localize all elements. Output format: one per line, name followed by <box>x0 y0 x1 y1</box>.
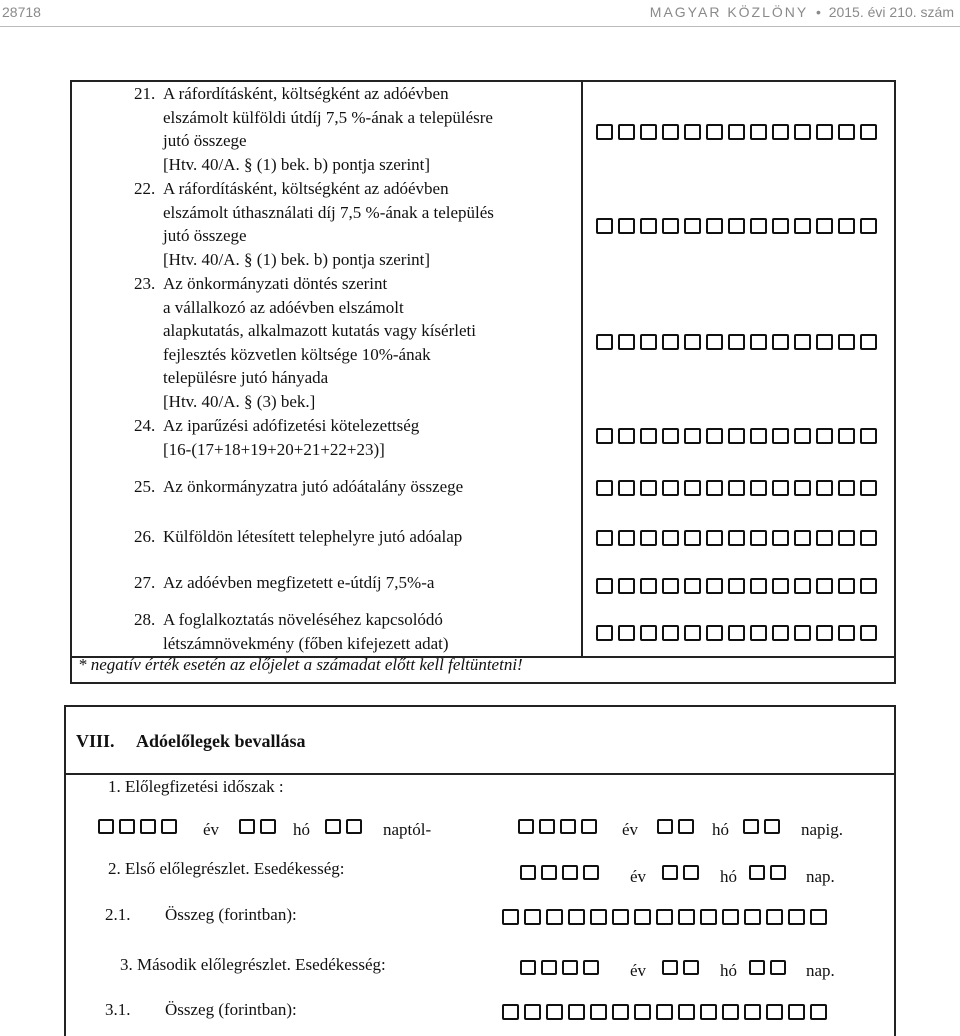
char-input-box[interactable] <box>816 124 833 140</box>
publication-info <box>650 4 954 20</box>
char-input-box[interactable] <box>728 124 745 140</box>
row-26: 26. Külföldön létesített telephelyre jutó adóalap <box>134 525 462 549</box>
first-month-label: hó <box>720 867 737 886</box>
char-input-box[interactable] <box>772 530 789 546</box>
char-input-box[interactable] <box>346 819 362 834</box>
char-input-box[interactable] <box>568 909 585 925</box>
char-input-box[interactable] <box>161 819 177 834</box>
char-input-box[interactable] <box>750 578 767 594</box>
char-input-box[interactable] <box>810 909 827 925</box>
char-input-box[interactable] <box>684 218 701 234</box>
char-input-box[interactable] <box>749 865 765 880</box>
issue-number: 2015. évi 210. szám <box>828 4 954 20</box>
char-input-box[interactable] <box>728 428 745 444</box>
char-input-box[interactable] <box>794 480 811 496</box>
char-input-box[interactable] <box>860 625 877 641</box>
char-input-box[interactable] <box>662 428 679 444</box>
first-installment-label: 2. Első előlegrészlet. Esedékesség: <box>108 859 345 878</box>
char-input-box[interactable] <box>583 865 599 880</box>
char-input-box[interactable] <box>744 1004 761 1020</box>
char-input-box[interactable] <box>816 334 833 350</box>
char-input-box[interactable] <box>750 124 767 140</box>
char-input-box[interactable] <box>684 428 701 444</box>
char-input-box[interactable] <box>618 428 635 444</box>
row-27-input-boxes[interactable] <box>596 578 882 594</box>
row-25-text: Az önkormányzatra jutó adóátalány összege <box>163 477 464 496</box>
char-input-box[interactable] <box>678 819 694 834</box>
char-input-box[interactable] <box>794 625 811 641</box>
char-input-box[interactable] <box>596 124 613 140</box>
publication-title: MAGYAR KÖZLÖNY <box>649 4 809 20</box>
second-amount-boxes[interactable] <box>502 1004 832 1020</box>
char-input-box[interactable] <box>596 578 613 594</box>
char-input-box[interactable] <box>860 428 877 444</box>
char-input-box[interactable] <box>260 819 276 834</box>
row-21-input-boxes[interactable] <box>596 124 882 140</box>
char-input-box[interactable] <box>640 480 657 496</box>
char-input-box[interactable] <box>583 960 599 975</box>
char-input-box[interactable] <box>772 428 789 444</box>
period-to-day-boxes[interactable] <box>743 819 785 834</box>
char-input-box[interactable] <box>98 819 114 834</box>
first-amount-boxes[interactable] <box>502 909 832 925</box>
char-input-box[interactable] <box>728 625 745 641</box>
char-input-box[interactable] <box>640 428 657 444</box>
char-input-box[interactable] <box>634 909 651 925</box>
char-input-box[interactable] <box>706 530 723 546</box>
period-to-month-boxes[interactable] <box>657 819 699 834</box>
char-input-box[interactable] <box>546 1004 563 1020</box>
char-input-box[interactable] <box>590 1004 607 1020</box>
char-input-box[interactable] <box>662 960 678 975</box>
period-from-month-label: hó <box>293 820 310 839</box>
row-22-input-boxes[interactable] <box>596 218 882 234</box>
char-input-box[interactable] <box>590 909 607 925</box>
row-24-input-boxes[interactable] <box>596 428 882 444</box>
char-input-box[interactable] <box>596 218 613 234</box>
period-to-year-label: év <box>622 820 639 839</box>
char-input-box[interactable] <box>119 819 135 834</box>
char-input-box[interactable] <box>772 625 789 641</box>
char-input-box[interactable] <box>706 218 723 234</box>
row-25: 25. Az önkormányzatra jutó adóátalány összege <box>134 475 463 499</box>
char-input-box[interactable] <box>772 124 789 140</box>
second-year-boxes[interactable] <box>520 960 604 975</box>
period-from-day-boxes[interactable] <box>325 819 367 834</box>
row-26-text: Külföldön létesített telephelyre jutó adóalap <box>163 527 463 546</box>
period-from-year-label: év <box>203 820 220 839</box>
char-input-box[interactable] <box>581 819 597 834</box>
char-input-box[interactable] <box>640 578 657 594</box>
row-25-input-boxes[interactable] <box>596 480 882 496</box>
char-input-box[interactable] <box>838 218 855 234</box>
char-input-box[interactable] <box>618 124 635 140</box>
char-input-box[interactable] <box>794 124 811 140</box>
row-27: 27. Az adóévben megfizetett e-útdíj 7,5%-a <box>134 571 434 595</box>
first-amount-number: 2.1. <box>105 905 131 924</box>
row-26-input-boxes[interactable] <box>596 530 882 546</box>
page-number: 28718 <box>2 4 41 20</box>
row-28: 28. A foglalkoztatás növeléséhez kapcsolódó létszámnövekmény (főben kifejezett adat) <box>134 608 449 655</box>
char-input-box[interactable] <box>596 625 613 641</box>
char-input-box[interactable] <box>618 625 635 641</box>
char-input-box[interactable] <box>700 1004 717 1020</box>
second-amount-label: Összeg (forintban): <box>165 1000 297 1019</box>
second-amount-number: 3.1. <box>105 1000 131 1019</box>
char-input-box[interactable] <box>700 909 717 925</box>
char-input-box[interactable] <box>838 124 855 140</box>
char-input-box[interactable] <box>520 960 536 975</box>
char-input-box[interactable] <box>770 865 786 880</box>
char-input-box[interactable] <box>662 218 679 234</box>
char-input-box[interactable] <box>750 218 767 234</box>
char-input-box[interactable] <box>706 124 723 140</box>
char-input-box[interactable] <box>794 428 811 444</box>
char-input-box[interactable] <box>794 530 811 546</box>
char-input-box[interactable] <box>706 480 723 496</box>
char-input-box[interactable] <box>640 124 657 140</box>
char-input-box[interactable] <box>678 909 695 925</box>
char-input-box[interactable] <box>662 625 679 641</box>
char-input-box[interactable] <box>596 428 613 444</box>
second-month-label: hó <box>720 961 737 980</box>
char-input-box[interactable] <box>728 480 745 496</box>
separator-bullet: • <box>816 4 821 20</box>
negative-value-note: * negatív érték esetén az előjelet a számadat előtt kell feltüntetni! <box>78 655 523 674</box>
char-input-box[interactable] <box>524 909 541 925</box>
row-27-text: Az adóévben megfizetett e-útdíj 7,5%-a <box>163 573 435 592</box>
char-input-box[interactable] <box>662 530 679 546</box>
char-input-box[interactable] <box>750 480 767 496</box>
char-input-box[interactable] <box>684 625 701 641</box>
char-input-box[interactable] <box>539 819 555 834</box>
char-input-box[interactable] <box>788 1004 805 1020</box>
char-input-box[interactable] <box>634 1004 651 1020</box>
char-input-box[interactable] <box>662 865 678 880</box>
char-input-box[interactable] <box>816 625 833 641</box>
char-input-box[interactable] <box>568 1004 585 1020</box>
second-month-boxes[interactable] <box>662 960 704 975</box>
char-input-box[interactable] <box>750 428 767 444</box>
char-input-box[interactable] <box>750 530 767 546</box>
char-input-box[interactable] <box>684 530 701 546</box>
char-input-box[interactable] <box>766 1004 783 1020</box>
second-year-label: év <box>630 961 647 980</box>
char-input-box[interactable] <box>706 334 723 350</box>
header-rule <box>0 26 960 27</box>
char-input-box[interactable] <box>678 1004 695 1020</box>
char-input-box[interactable] <box>772 480 789 496</box>
char-input-box[interactable] <box>618 480 635 496</box>
row-22: 22. A ráfordításként, költségként az adóévben elszámolt úthasználati díj 7,5 %-ának a település jutó összege [Htv. 40/A. § (1) bek. b) pontja szerint] <box>134 177 494 271</box>
char-input-box[interactable] <box>838 334 855 350</box>
first-day-label: nap. <box>806 867 835 886</box>
char-input-box[interactable] <box>239 819 255 834</box>
char-input-box[interactable] <box>749 960 765 975</box>
char-input-box[interactable] <box>750 625 767 641</box>
char-input-box[interactable] <box>596 530 613 546</box>
char-input-box[interactable] <box>541 960 557 975</box>
period-from-suffix: naptól- <box>383 820 432 839</box>
char-input-box[interactable] <box>612 909 629 925</box>
row-21-text: A ráfordításként, költségként az adóévben elszámolt külföldi útdíj 7,5 %-ának a településre jutó összege [Htv. 40/A. § (1) bek. b) pontja szerint] <box>163 84 493 174</box>
row-23-text: Az önkormányzati döntés szerint a vállalkozó az adóévben elszámolt alapkutatás, alkalmazott kutatás vagy kísérleti fejlesztés közvetlen költsége 10%-ának településre jutó hányada [Htv. 40/A. § (3) bek.] <box>163 274 476 411</box>
char-input-box[interactable] <box>562 865 578 880</box>
char-input-box[interactable] <box>788 909 805 925</box>
char-input-box[interactable] <box>860 334 877 350</box>
char-input-box[interactable] <box>502 909 519 925</box>
row-24-text: Az iparűzési adófizetési kötelezettség [16-(17+18+19+20+21+22+23)] <box>163 416 420 459</box>
char-input-box[interactable] <box>640 218 657 234</box>
second-day-boxes[interactable] <box>749 960 791 975</box>
char-input-box[interactable] <box>766 909 783 925</box>
char-input-box[interactable] <box>794 218 811 234</box>
section-title: Adóelőlegek bevallása <box>136 731 306 751</box>
char-input-box[interactable] <box>744 909 761 925</box>
char-input-box[interactable] <box>560 819 576 834</box>
row-28-text: A foglalkoztatás növeléséhez kapcsolódó létszámnövekmény (főben kifejezett adat) <box>163 610 449 653</box>
char-input-box[interactable] <box>816 480 833 496</box>
period-label: 1. Előlegfizetési időszak : <box>108 777 284 796</box>
char-input-box[interactable] <box>838 578 855 594</box>
char-input-box[interactable] <box>794 578 811 594</box>
period-to-suffix: napig. <box>801 820 844 839</box>
second-day-label: nap. <box>806 961 835 980</box>
row-21: 21. A ráfordításként, költségként az adóévben elszámolt külföldi útdíj 7,5 %-ának a településre jutó összege [Htv. 40/A. § (1) bek. b) pontja szerint] <box>134 82 493 176</box>
char-input-box[interactable] <box>706 428 723 444</box>
char-input-box[interactable] <box>656 909 673 925</box>
char-input-box[interactable] <box>816 578 833 594</box>
second-installment-label: 3. Második előlegrészlet. Esedékesség: <box>120 955 386 974</box>
char-input-box[interactable] <box>728 218 745 234</box>
char-input-box[interactable] <box>683 865 699 880</box>
first-year-boxes[interactable] <box>520 865 604 880</box>
row-22-text: A ráfordításként, költségként az adóévben elszámolt úthasználati díj 7,5 %-ának a település jutó összege [Htv. 40/A. § (1) bek. b) pontja szerint] <box>163 179 494 269</box>
char-input-box[interactable] <box>502 1004 519 1020</box>
char-input-box[interactable] <box>640 334 657 350</box>
char-input-box[interactable] <box>860 480 877 496</box>
char-input-box[interactable] <box>524 1004 541 1020</box>
char-input-box[interactable] <box>728 578 745 594</box>
char-input-box[interactable] <box>618 218 635 234</box>
char-input-box[interactable] <box>728 530 745 546</box>
char-input-box[interactable] <box>838 625 855 641</box>
char-input-box[interactable] <box>546 909 563 925</box>
first-day-boxes[interactable] <box>749 865 791 880</box>
char-input-box[interactable] <box>618 334 635 350</box>
page-header <box>0 0 960 26</box>
row-23-input-boxes[interactable] <box>596 334 882 350</box>
char-input-box[interactable] <box>743 819 759 834</box>
char-input-box[interactable] <box>722 1004 739 1020</box>
char-input-box[interactable] <box>722 909 739 925</box>
char-input-box[interactable] <box>640 530 657 546</box>
char-input-box[interactable] <box>772 578 789 594</box>
char-input-box[interactable] <box>618 530 635 546</box>
char-input-box[interactable] <box>683 960 699 975</box>
char-input-box[interactable] <box>860 530 877 546</box>
char-input-box[interactable] <box>684 480 701 496</box>
char-input-box[interactable] <box>816 218 833 234</box>
char-input-box[interactable] <box>706 625 723 641</box>
char-input-box[interactable] <box>810 1004 827 1020</box>
char-input-box[interactable] <box>728 334 745 350</box>
char-input-box[interactable] <box>684 124 701 140</box>
section-number: VIII. <box>76 731 115 751</box>
char-input-box[interactable] <box>860 218 877 234</box>
period-to-month-label: hó <box>712 820 729 839</box>
char-input-box[interactable] <box>596 334 613 350</box>
char-input-box[interactable] <box>838 428 855 444</box>
char-input-box[interactable] <box>656 1004 673 1020</box>
row-24: 24. Az iparűzési adófizetési kötelezettség [16-(17+18+19+20+21+22+23)] <box>134 414 419 461</box>
table-column-divider <box>581 80 583 658</box>
char-input-box[interactable] <box>662 124 679 140</box>
period-from-year-boxes[interactable] <box>98 819 182 834</box>
char-input-box[interactable] <box>684 334 701 350</box>
char-input-box[interactable] <box>520 865 536 880</box>
first-year-label: év <box>630 867 647 886</box>
first-month-boxes[interactable] <box>662 865 704 880</box>
char-input-box[interactable] <box>772 218 789 234</box>
char-input-box[interactable] <box>325 819 341 834</box>
char-input-box[interactable] <box>662 578 679 594</box>
char-input-box[interactable] <box>838 530 855 546</box>
char-input-box[interactable] <box>657 819 673 834</box>
char-input-box[interactable] <box>816 530 833 546</box>
char-input-box[interactable] <box>772 334 789 350</box>
char-input-box[interactable] <box>764 819 780 834</box>
char-input-box[interactable] <box>541 865 557 880</box>
char-input-box[interactable] <box>838 480 855 496</box>
period-to-year-boxes[interactable] <box>518 819 602 834</box>
row-28-input-boxes[interactable] <box>596 625 882 641</box>
char-input-box[interactable] <box>612 1004 629 1020</box>
char-input-box[interactable] <box>684 578 701 594</box>
char-input-box[interactable] <box>140 819 156 834</box>
char-input-box[interactable] <box>618 578 635 594</box>
char-input-box[interactable] <box>770 960 786 975</box>
char-input-box[interactable] <box>816 428 833 444</box>
char-input-box[interactable] <box>562 960 578 975</box>
char-input-box[interactable] <box>750 334 767 350</box>
row-23: 23. Az önkormányzati döntés szerint a vállalkozó az adóévben elszámolt alapkutatás, alkalmazott kutatás vagy kísérleti fejlesztés közvetlen költsége 10%-ának településre jutó hányada [Htv. 40/A. § (3) bek.] <box>134 272 476 414</box>
char-input-box[interactable] <box>662 334 679 350</box>
period-from-month-boxes[interactable] <box>239 819 281 834</box>
char-input-box[interactable] <box>518 819 534 834</box>
char-input-box[interactable] <box>706 578 723 594</box>
char-input-box[interactable] <box>794 334 811 350</box>
char-input-box[interactable] <box>860 578 877 594</box>
char-input-box[interactable] <box>662 480 679 496</box>
char-input-box[interactable] <box>596 480 613 496</box>
char-input-box[interactable] <box>860 124 877 140</box>
char-input-box[interactable] <box>640 625 657 641</box>
first-amount-label: Összeg (forintban): <box>165 905 297 924</box>
